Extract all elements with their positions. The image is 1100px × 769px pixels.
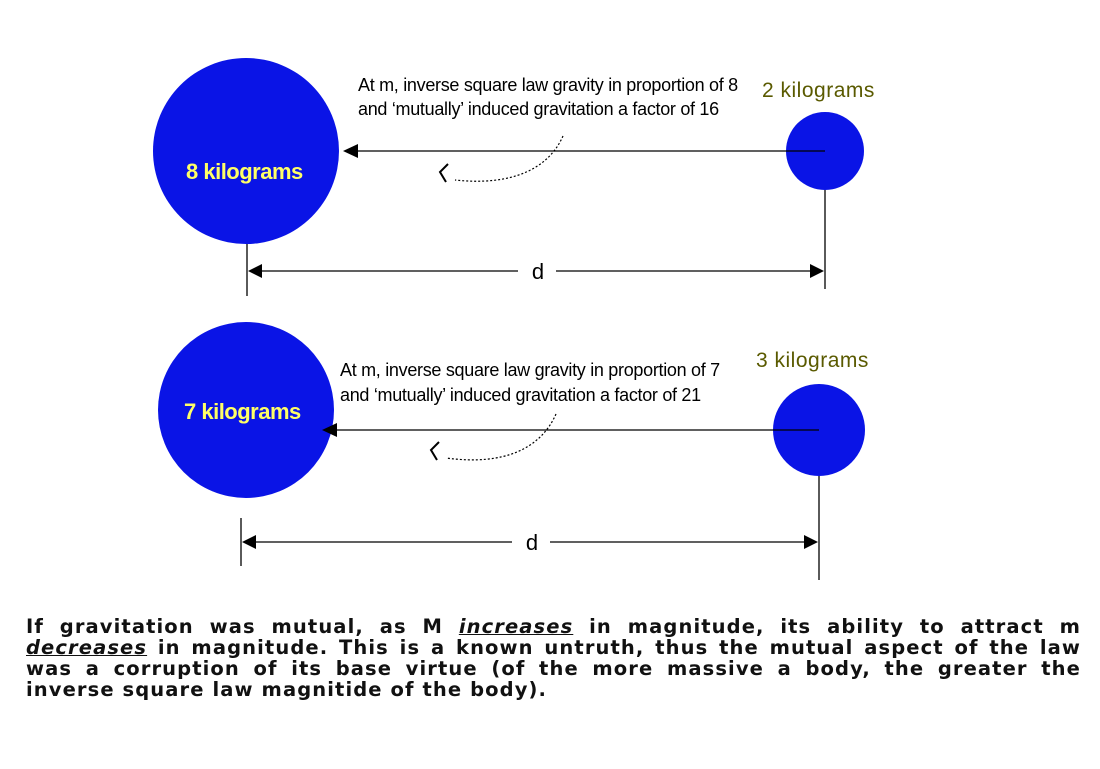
top-note-line2: and ‘mutually’ induced gravitation a factor of 16 (358, 99, 719, 119)
caption-emphasis-increases: increases (458, 615, 574, 638)
top-large-mass-label: 8 kilograms (186, 159, 303, 184)
top-dimension-arrowhead-right (810, 264, 824, 278)
top-diagram (153, 58, 875, 296)
top-note-line1: At m, inverse square law gravity in proportion of 8 (358, 75, 738, 95)
top-distance-label: d (531, 259, 545, 284)
caption-part-2: in magnitude, its ability to attract m (573, 615, 1081, 638)
caption-part-3: in magnitude. This is a known untruth, thus the mutual aspect of the law was a corruption of its base virtue (of the more massive a body, the greater the inverse square law magnitide of the body). (26, 636, 1081, 701)
bottom-diagram (158, 322, 869, 580)
bottom-note-line1: At m, inverse square law gravity in proportion of 7 (340, 360, 720, 380)
top-large-mass-ball (153, 58, 339, 244)
top-small-mass-label: 2 kilograms (762, 79, 875, 102)
bottom-small-mass-label: 3 kilograms (756, 349, 869, 372)
bottom-note-line2: and ‘mutually’ induced gravitation a factor of 21 (340, 385, 701, 405)
bottom-curved-arrowhead (431, 442, 439, 460)
bottom-distance-label: d (525, 530, 539, 555)
caption-part-1: If gravitation was mutual, as M (26, 615, 459, 638)
top-curved-arrowhead (440, 164, 448, 182)
top-curved-arrow (455, 136, 563, 181)
top-dimension-arrowhead-left (248, 264, 262, 278)
top-force-arrowhead (343, 144, 358, 158)
bottom-curved-arrow (446, 414, 556, 460)
caption-emphasis-decreases: decreases (26, 636, 148, 659)
bottom-dimension-arrowhead-right (804, 535, 818, 549)
bottom-large-mass-label: 7 kilograms (184, 399, 301, 424)
bottom-dimension-arrowhead-left (242, 535, 256, 549)
explanation-caption (26, 616, 1081, 700)
